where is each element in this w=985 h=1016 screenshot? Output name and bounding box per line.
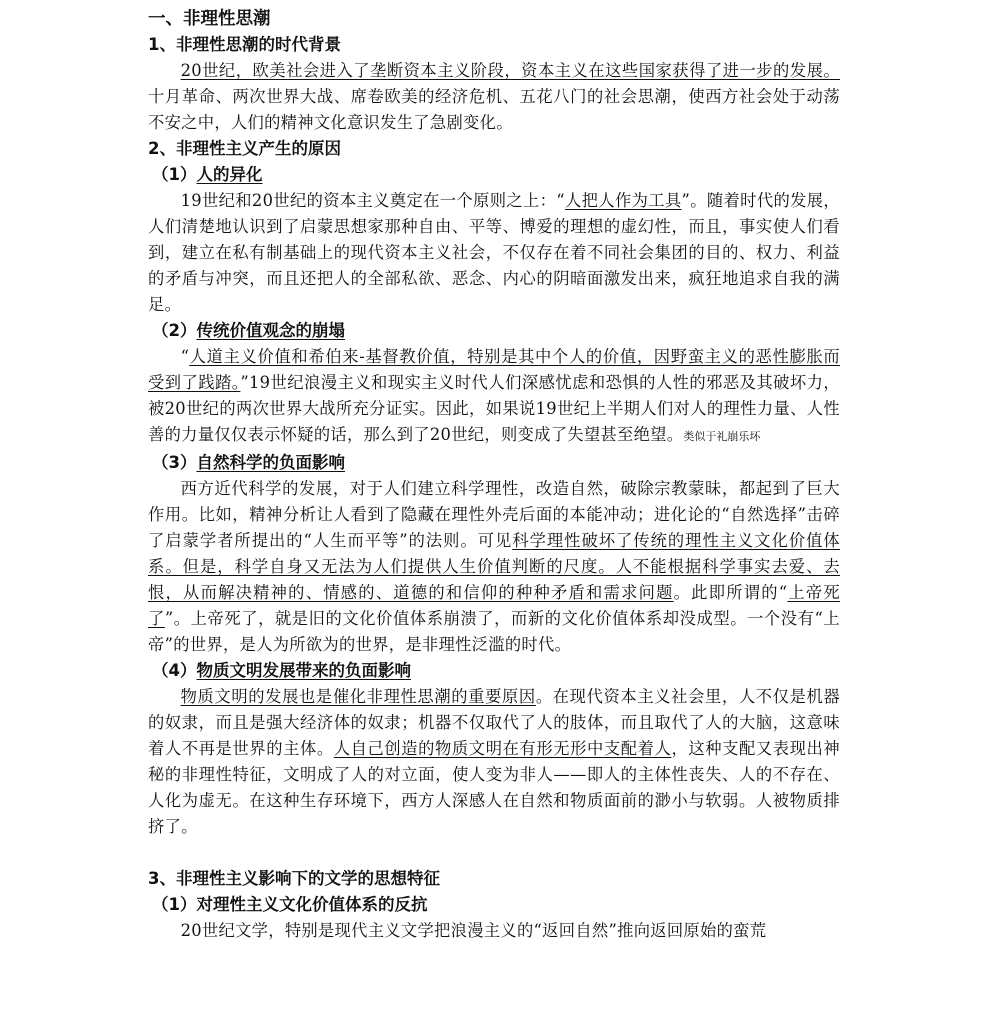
body-text: ”19世纪浪漫主义和现实主义时代人们深感忧虑和恐惧的人性的邪恶及其破坏力，被20世纪的两次世界大战所充分证实。因此，如果说19世纪上半期人们对人的理性力量、人性善的力量仅仅表示怀疑的话，那么到了20世纪，则变成了失望甚至绝望。 <box>148 373 840 444</box>
subheading-title: 自然科学的负面影响 <box>196 453 345 472</box>
subheading-number: （4） <box>152 661 197 680</box>
body-text: 19世纪和20世纪的资本主义奠定在一个原则之上：“ <box>180 191 565 210</box>
paragraph-values-collapse <box>148 344 840 450</box>
subheading-science <box>148 450 840 476</box>
subheading-number: （1） <box>152 165 197 184</box>
subheading-alienation <box>148 162 840 188</box>
heading-causes: 2、非理性主义产生的原因 <box>148 139 341 158</box>
subheading-material <box>148 658 840 684</box>
body-text: “ <box>180 347 190 366</box>
body-text: ，这种支配又表现出神秘的非理性特征，文明成了人的对立面，使人变为非人——即人的主体性丧失、人的不存在、人化为虚无。在这种生存环境下，西方人深感人在自然和物质面前的渺小与软弱。人被物质排挤了。 <box>148 739 840 836</box>
spacer <box>148 840 840 866</box>
document-page <box>148 6 840 944</box>
subheading-title: 物质文明发展带来的负面影响 <box>196 661 411 680</box>
paragraph-material <box>148 684 840 840</box>
underlined-text: 人把人作为工具 <box>564 191 682 210</box>
subheading-title: 人的异化 <box>196 165 263 184</box>
subheading-values-collapse <box>148 318 840 344</box>
body-text: 十月革命、两次世界大战、席卷欧美的经济危机、五花八门的社会思潮，使西方社会处于动荡不安之中，人们的精神文化意识发生了急剧变化。 <box>148 87 840 132</box>
underlined-text: 人自己创造的物质文明在有形无形中支配着人 <box>333 739 672 758</box>
subheading-title: 传统价值观念的崩塌 <box>196 321 345 340</box>
body-text: 西方近代科学的发展，对于人们建立科学理性，改造自然，破除宗教蒙昧，都起到了巨大作用。比如，精神分析让人看到了隐藏在理性外壳后面的本能冲动；进化论的“自然选择”击碎了启蒙学者所提出的“人生而平等”的法则。可见 <box>148 479 840 550</box>
subheading-resistance: （1）对理性主义文化价值体系的反抗 <box>152 895 428 914</box>
heading-era-background: 1、非理性思潮的时代背景 <box>148 35 341 54</box>
underlined-text: 科学理性破坏了传统的理性主义文化价值体系。但是，科学自身又无法为人们提供人生价值判断的尺度。人不能根据科学事实去爱、去恨，从而解决精神的、情感的、道德的和信仰的种种矛盾和需求问题 <box>148 531 841 602</box>
section-title: 一、非理性思潮 <box>148 9 271 29</box>
paragraph-science <box>148 476 840 658</box>
body-text: 。此即所谓的“ <box>673 583 788 602</box>
margin-note: 类似于礼崩乐坏 <box>683 430 761 443</box>
subheading-number: （2） <box>152 321 197 340</box>
body-text: 20世纪文学，特别是现代主义文学把浪漫主义的“返回自然”推向返回原始的蛮荒 <box>180 921 767 940</box>
underlined-text: 人道主义价值和希伯来-基督教价值，特别是其中个人的价值，因野蛮主义的恶性膨胀而受到了践踏。 <box>148 347 840 392</box>
body-text: ”。随着时代的发展，人们清楚地认识到了启蒙思想家那种自由、平等、博爱的理想的虚幻性，而且，事实使人们看到，建立在私有制基础上的现代资本主义社会，不仅存在着不同社会集团的目的、权力、利益的矛盾与冲突，而且还把人的全部私欲、恶念、内心的阴暗面激发出来，疯狂地追求自我的满足。 <box>148 191 840 314</box>
paragraph-alienation <box>148 188 840 318</box>
subheading-number: （3） <box>152 453 197 472</box>
underlined-text: 20世纪，欧美社会进入了垄断资本主义阶段，资本主义在这些国家获得了进一步的发展。 <box>180 61 840 80</box>
paragraph-era-background <box>148 58 840 136</box>
heading-literature-features: 3、非理性主义影响下的文学的思想特征 <box>148 869 440 888</box>
body-text: 。在现代资本主义社会里，人不仅是机器的奴隶，而且是强大经济体的奴隶；机器不仅取代了人的肢体，而且取代了人的大脑，这意味着人不再是世界的主体。 <box>148 687 840 758</box>
paragraph-resistance <box>148 918 840 944</box>
underlined-text: 上帝死了 <box>148 583 840 628</box>
underlined-text: 物质文明的发展也是催化非理性思潮的重要原因 <box>180 687 536 706</box>
body-text: ”。上帝死了，就是旧的文化价值体系崩溃了，而新的文化价值体系却没成型。一个没有“上帝”的世界，是人为所欲为的世界，是非理性泛滥的时代。 <box>148 609 840 654</box>
